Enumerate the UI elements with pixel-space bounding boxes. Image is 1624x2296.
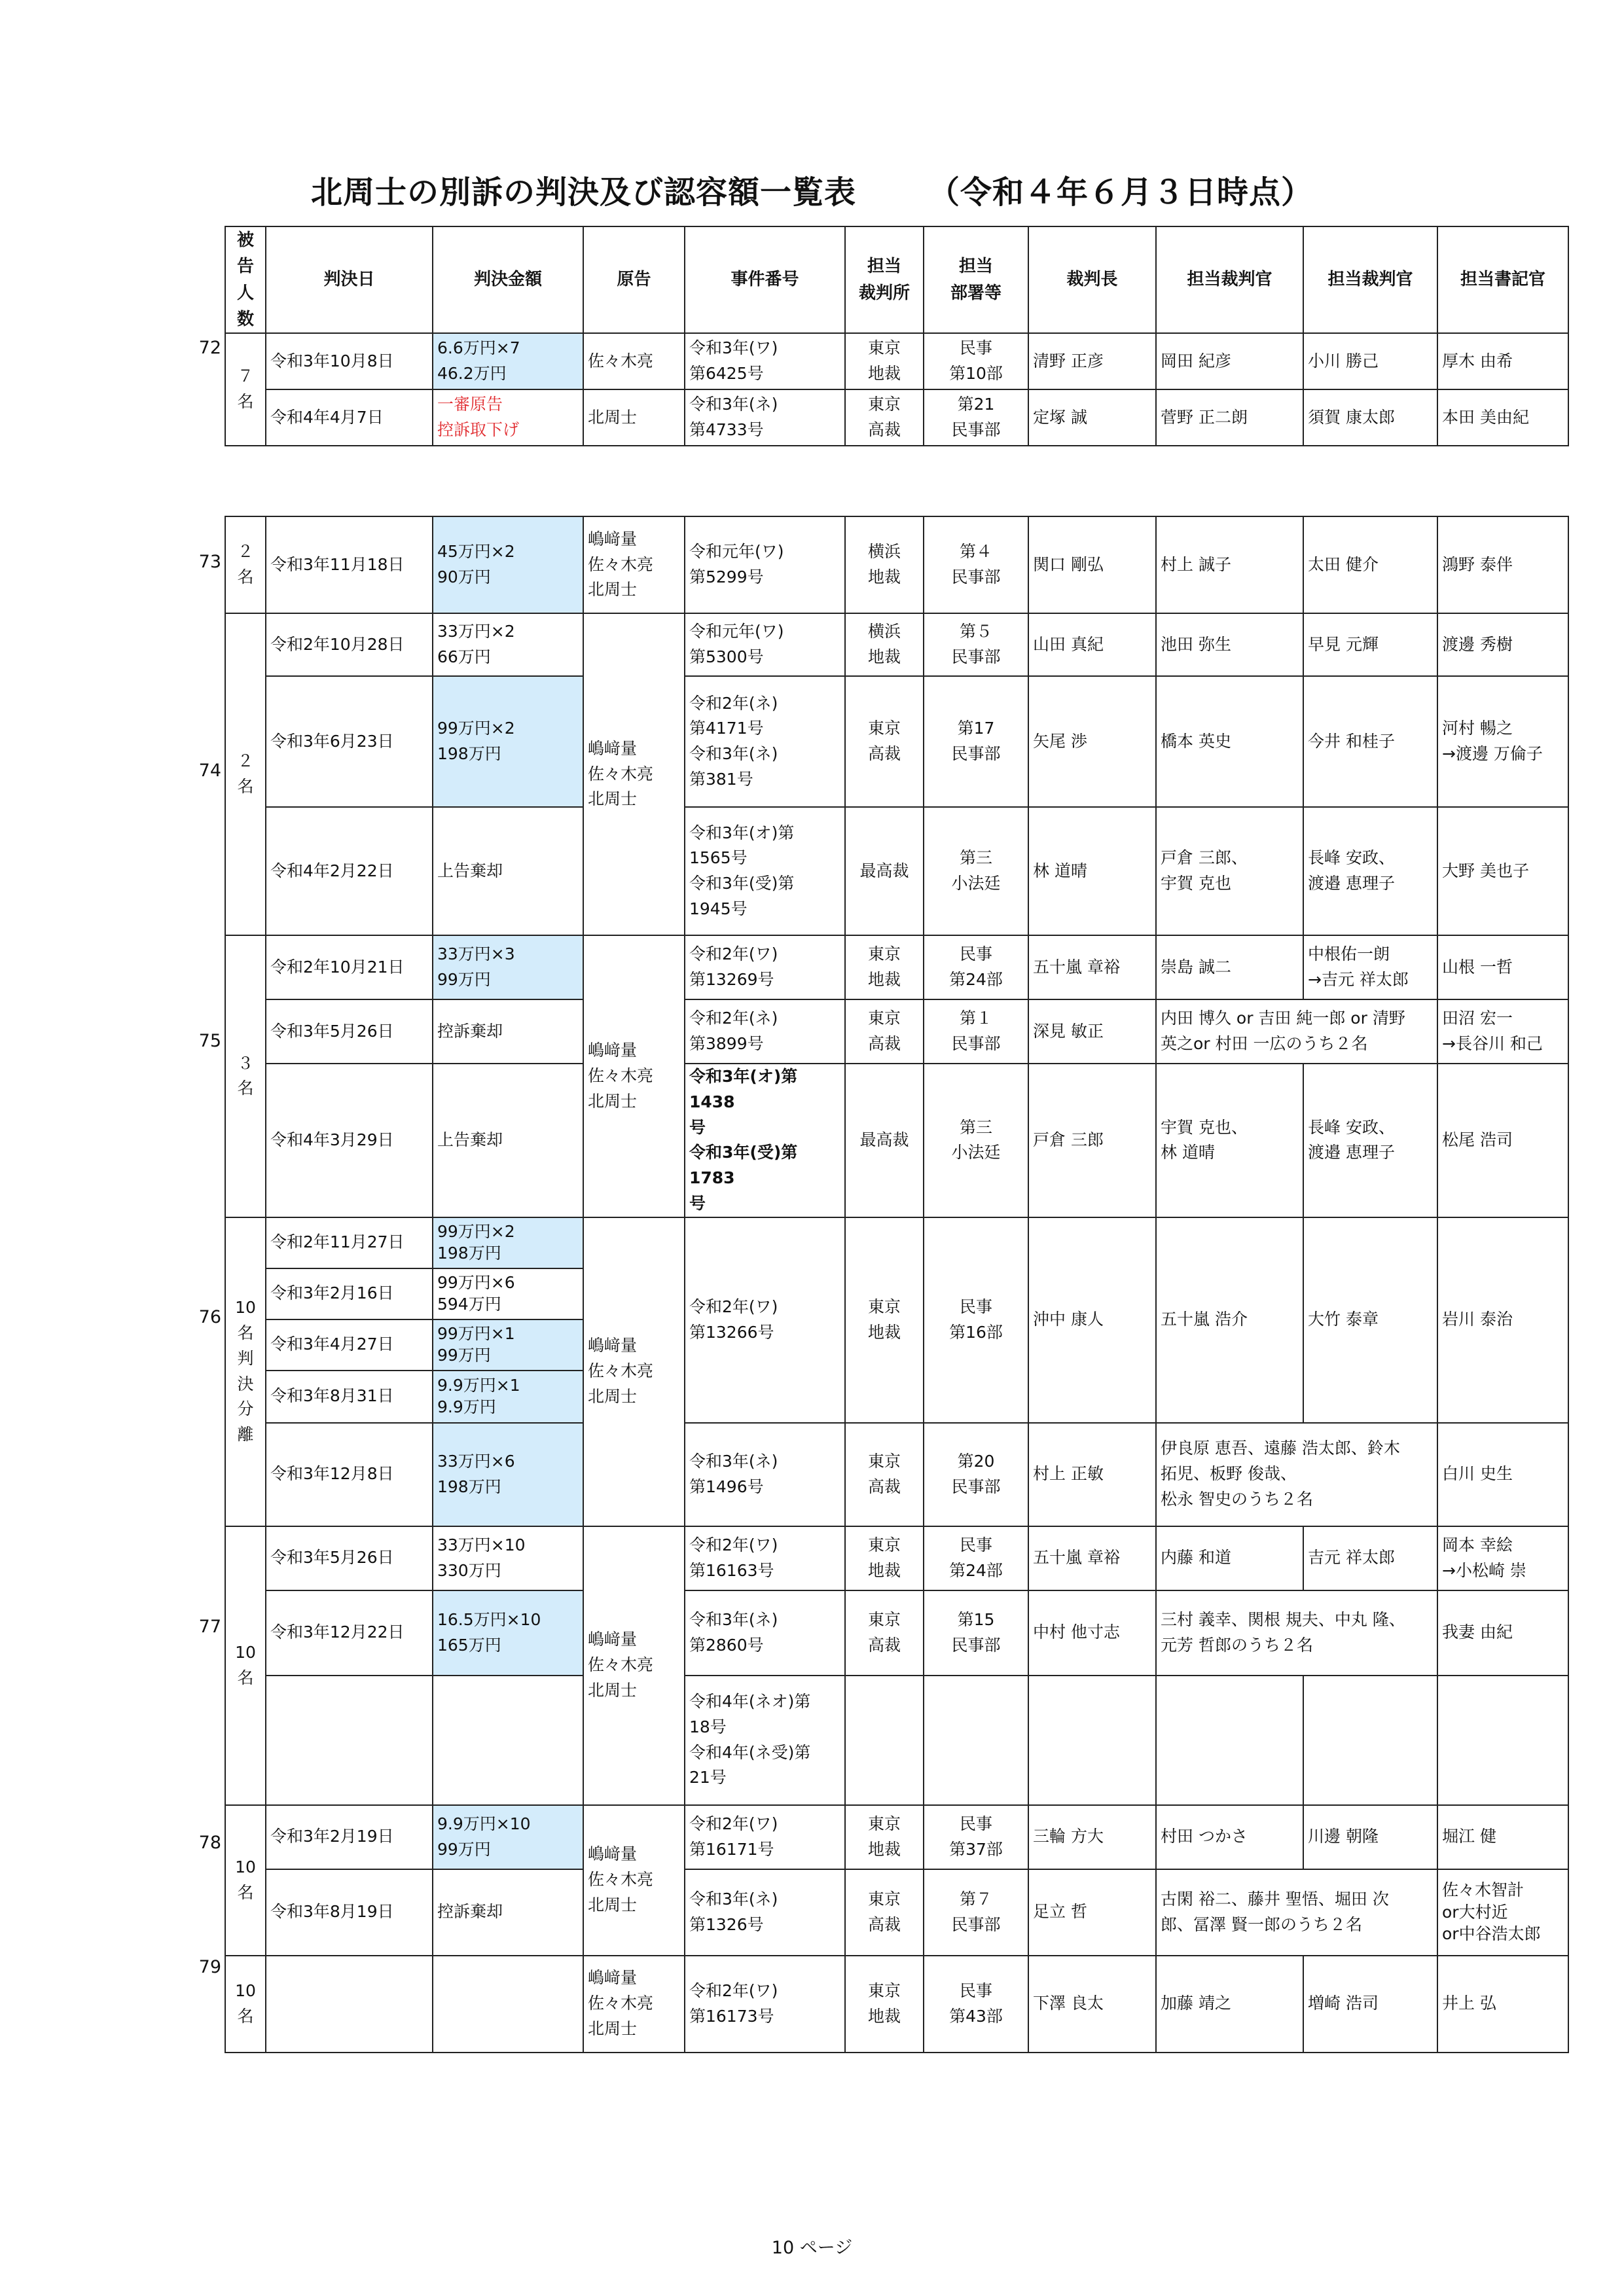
court: 最高裁 bbox=[845, 807, 924, 935]
page-title bbox=[0, 167, 1624, 212]
judges-combined: 伊良原 恵吾、遠藤 浩太郎、鈴木 拓児、板野 俊哉、 松永 智史のうち２名 bbox=[1156, 1423, 1437, 1526]
judgment-amount: 控訴棄却 bbox=[433, 999, 583, 1064]
judge-2: 太田 健介 bbox=[1303, 516, 1437, 613]
judge-1: 村上 誠子 bbox=[1156, 516, 1303, 613]
judgment-amount: 控訴棄却 bbox=[433, 1869, 583, 1956]
col-header-dept: 担当 部署等 bbox=[924, 226, 1028, 333]
court: 東京 地裁 bbox=[845, 1956, 924, 2053]
judgment-date: 令和2年11月27日 bbox=[266, 1217, 433, 1268]
clerk: 松尾 浩司 bbox=[1437, 1064, 1568, 1217]
case-number: 令和元年(ワ) 第5299号 bbox=[685, 516, 845, 613]
judge-1: 菅野 正二朗 bbox=[1156, 389, 1303, 446]
department: 民事 第16部 bbox=[924, 1217, 1028, 1423]
department: 民事 第24部 bbox=[924, 1526, 1028, 1590]
judge-1: 五十嵐 浩介 bbox=[1156, 1217, 1303, 1423]
plaintiff: 嶋﨑量 佐々木亮 北周士 bbox=[583, 516, 685, 613]
table-row bbox=[225, 676, 1568, 807]
chief-judge: 足立 哲 bbox=[1028, 1869, 1156, 1956]
plaintiff: 嶋﨑量 佐々木亮 北周士 bbox=[583, 613, 685, 935]
clerk: 渡邊 秀樹 bbox=[1437, 613, 1568, 676]
judgment-amount: 9.9万円×1 9.9万円 bbox=[433, 1371, 583, 1423]
chief-judge: 山田 真紀 bbox=[1028, 613, 1156, 676]
row-number: 73 bbox=[198, 552, 221, 572]
judgment-date: 令和2年10月28日 bbox=[266, 613, 433, 676]
judge-1: 宇賀 克也、 林 道晴 bbox=[1156, 1064, 1303, 1217]
table-row bbox=[225, 1064, 1568, 1217]
department: 第５ 民事部 bbox=[924, 613, 1028, 676]
table-row bbox=[225, 516, 1568, 613]
title-text: 北周士の別訴の判決及び認容額一覧表 bbox=[310, 174, 856, 211]
department: 第１ 民事部 bbox=[924, 999, 1028, 1064]
chief-judge: 村上 正敏 bbox=[1028, 1423, 1156, 1526]
judgment-date: 令和4年4月7日 bbox=[266, 389, 433, 446]
chief-judge: 清野 正彦 bbox=[1028, 333, 1156, 389]
department: 民事 第10部 bbox=[924, 333, 1028, 389]
row-number: 78 bbox=[198, 1833, 221, 1853]
judgment-date bbox=[266, 1676, 433, 1805]
chief-judge: 五十嵐 章裕 bbox=[1028, 935, 1156, 999]
judgment-amount: 33万円×10 330万円 bbox=[433, 1526, 583, 1590]
judge-2: 大竹 泰章 bbox=[1303, 1217, 1437, 1423]
judgment-date: 令和3年2月19日 bbox=[266, 1805, 433, 1869]
plaintiff: 北周士 bbox=[583, 389, 685, 446]
table-row bbox=[225, 935, 1568, 999]
case-number: 令和2年(ネ) 第4171号 令和3年(ネ) 第381号 bbox=[685, 676, 845, 807]
judgment-date: 令和3年4月27日 bbox=[266, 1319, 433, 1371]
chief-judge: 矢尾 渉 bbox=[1028, 676, 1156, 807]
case-number: 令和2年(ワ) 第13269号 bbox=[685, 935, 845, 999]
case-number: 令和2年(ワ) 第16171号 bbox=[685, 1805, 845, 1869]
chief-judge: 深見 敏正 bbox=[1028, 999, 1156, 1064]
judgment-amount: 6.6万円×7 46.2万円 bbox=[433, 333, 583, 389]
judge-1 bbox=[1156, 1676, 1303, 1805]
court: 東京 高裁 bbox=[845, 1590, 924, 1676]
case-number: 令和2年(ネ) 第3899号 bbox=[685, 999, 845, 1064]
judge-2: 長峰 安政、 渡邉 恵理子 bbox=[1303, 1064, 1437, 1217]
court: 横浜 地裁 bbox=[845, 613, 924, 676]
defendant-count: ２ 名 bbox=[225, 613, 266, 935]
plaintiff: 佐々木亮 bbox=[583, 333, 685, 389]
case-number: 令和3年(ネ) 第2860号 bbox=[685, 1590, 845, 1676]
defendant-count: 10 名 bbox=[225, 1526, 266, 1805]
clerk: 井上 弘 bbox=[1437, 1956, 1568, 2053]
judgment-amount: 99万円×2 198万円 bbox=[433, 676, 583, 807]
row-number: 77 bbox=[198, 1617, 221, 1637]
table-row bbox=[225, 1956, 1568, 2053]
case-number: 令和3年(オ)第1438 号 令和3年(受)第1783 号 bbox=[685, 1064, 845, 1217]
department: 民事 第43部 bbox=[924, 1956, 1028, 2053]
judgment-date: 令和3年5月26日 bbox=[266, 1526, 433, 1590]
col-header-amount: 判決金額 bbox=[433, 226, 583, 333]
department: 民事 第24部 bbox=[924, 935, 1028, 999]
chief-judge bbox=[1028, 1676, 1156, 1805]
clerk: 岡本 幸絵 →小松崎 崇 bbox=[1437, 1526, 1568, 1590]
judge-1: 池田 弥生 bbox=[1156, 613, 1303, 676]
defendant-count: 10 名 判 決 分 離 bbox=[225, 1217, 266, 1526]
chief-judge: 関口 剛弘 bbox=[1028, 516, 1156, 613]
row-number: 75 bbox=[198, 1031, 221, 1051]
defendant-count: 10 名 bbox=[225, 1805, 266, 1956]
judgment-amount bbox=[433, 1676, 583, 1805]
defendant-count: 10 名 bbox=[225, 1956, 266, 2053]
plaintiff: 嶋﨑量 佐々木亮 北周士 bbox=[583, 1217, 685, 1526]
clerk: 大野 美也子 bbox=[1437, 807, 1568, 935]
as-of-date: （令和４年６月３日時点） bbox=[928, 174, 1314, 211]
judgment-amount: 99万円×6 594万円 bbox=[433, 1268, 583, 1319]
col-header-case-no: 事件番号 bbox=[685, 226, 845, 333]
col-header-clerk: 担当書記官 bbox=[1437, 226, 1568, 333]
judgment-date: 令和4年3月29日 bbox=[266, 1064, 433, 1217]
case-number: 令和3年(ネ) 第4733号 bbox=[685, 389, 845, 446]
plaintiff: 嶋﨑量 佐々木亮 北周士 bbox=[583, 1956, 685, 2053]
chief-judge: 五十嵐 章裕 bbox=[1028, 1526, 1156, 1590]
judgment-date: 令和3年11月18日 bbox=[266, 516, 433, 613]
judgment-date: 令和3年8月19日 bbox=[266, 1869, 433, 1956]
judgment-amount: 上告棄却 bbox=[433, 1064, 583, 1217]
judge-2: 中根佑一朗 →吉元 祥太郎 bbox=[1303, 935, 1437, 999]
case-number: 令和3年(ネ) 第1326号 bbox=[685, 1869, 845, 1956]
judgment-amount bbox=[433, 1956, 583, 2053]
judge-2: 早見 元輝 bbox=[1303, 613, 1437, 676]
department: 第７ 民事部 bbox=[924, 1869, 1028, 1956]
chief-judge: 中村 他寸志 bbox=[1028, 1590, 1156, 1676]
clerk: 岩川 泰治 bbox=[1437, 1217, 1568, 1423]
judge-2: 今井 和桂子 bbox=[1303, 676, 1437, 807]
table-row bbox=[225, 999, 1568, 1064]
court: 東京 高裁 bbox=[845, 389, 924, 446]
judgment-date: 令和3年6月23日 bbox=[266, 676, 433, 807]
judgment-date: 令和2年10月21日 bbox=[266, 935, 433, 999]
col-header-judge-1: 担当裁判官 bbox=[1156, 226, 1303, 333]
table-row bbox=[225, 613, 1568, 676]
department bbox=[924, 1676, 1028, 1805]
department: 第20 民事部 bbox=[924, 1423, 1028, 1526]
clerk: 堀江 健 bbox=[1437, 1805, 1568, 1869]
clerk: 佐々木智計 or大村近 or中谷浩太郎 bbox=[1437, 1869, 1568, 1956]
clerk: 山根 一哲 bbox=[1437, 935, 1568, 999]
judge-2: 川邊 朝隆 bbox=[1303, 1805, 1437, 1869]
chief-judge: 沖中 康人 bbox=[1028, 1217, 1156, 1423]
case-number: 令和2年(ワ) 第13266号 bbox=[685, 1217, 845, 1423]
court: 東京 高裁 bbox=[845, 999, 924, 1064]
judgment-amount: 99万円×1 99万円 bbox=[433, 1319, 583, 1371]
case-number: 令和3年(ネ) 第1496号 bbox=[685, 1423, 845, 1526]
plaintiff: 嶋﨑量 佐々木亮 北周士 bbox=[583, 1526, 685, 1805]
table-row bbox=[225, 1423, 1568, 1526]
judge-1: 戸倉 三郎、 宇賀 克也 bbox=[1156, 807, 1303, 935]
case-number: 令和元年(ワ) 第5300号 bbox=[685, 613, 845, 676]
judge-2: 須賀 康太郎 bbox=[1303, 389, 1437, 446]
department: 第三 小法廷 bbox=[924, 807, 1028, 935]
judgment-table-1 bbox=[225, 226, 1569, 446]
col-header-judge-2: 担当裁判官 bbox=[1303, 226, 1437, 333]
case-number: 令和2年(ワ) 第16173号 bbox=[685, 1956, 845, 2053]
judge-1: 加藤 靖之 bbox=[1156, 1956, 1303, 2053]
table-row bbox=[225, 1869, 1568, 1956]
department: 民事 第37部 bbox=[924, 1805, 1028, 1869]
table-row bbox=[225, 333, 1568, 389]
page-number: 10 ページ bbox=[771, 2238, 853, 2258]
court: 最高裁 bbox=[845, 1064, 924, 1217]
chief-judge: 林 道晴 bbox=[1028, 807, 1156, 935]
judge-2: 小川 勝己 bbox=[1303, 333, 1437, 389]
judge-2: 長峰 安政、 渡邉 恵理子 bbox=[1303, 807, 1437, 935]
judgment-table-2 bbox=[225, 516, 1569, 2053]
judge-1: 崇島 誠二 bbox=[1156, 935, 1303, 999]
row-number: 74 bbox=[198, 761, 221, 781]
judgment-amount: 一審原告 控訴取下げ bbox=[433, 389, 583, 446]
case-number: 令和2年(ワ) 第16163号 bbox=[685, 1526, 845, 1590]
defendant-count: ３ 名 bbox=[225, 935, 266, 1217]
judge-1: 内藤 和道 bbox=[1156, 1526, 1303, 1590]
case-number: 令和3年(オ)第 1565号 令和3年(受)第 1945号 bbox=[685, 807, 845, 935]
table-row bbox=[225, 389, 1568, 446]
court: 東京 高裁 bbox=[845, 1869, 924, 1956]
judge-1: 岡田 紀彦 bbox=[1156, 333, 1303, 389]
row-number: 76 bbox=[198, 1307, 221, 1327]
court: 東京 地裁 bbox=[845, 333, 924, 389]
judge-2: 増崎 浩司 bbox=[1303, 1956, 1437, 2053]
table-row bbox=[225, 1805, 1568, 1869]
judges-combined: 古閑 裕二、藤井 聖悟、堀田 次 郎、冨澤 賢一郎のうち２名 bbox=[1156, 1869, 1437, 1956]
col-header-date: 判決日 bbox=[266, 226, 433, 333]
clerk: 厚木 由希 bbox=[1437, 333, 1568, 389]
col-header-court: 担当 裁判所 bbox=[845, 226, 924, 333]
clerk: 白川 史生 bbox=[1437, 1423, 1568, 1526]
judge-2 bbox=[1303, 1676, 1437, 1805]
judge-1: 村田 つかさ bbox=[1156, 1805, 1303, 1869]
judgment-amount: 9.9万円×10 99万円 bbox=[433, 1805, 583, 1869]
row-number: 72 bbox=[198, 338, 221, 358]
department: 第15 民事部 bbox=[924, 1590, 1028, 1676]
court: 東京 地裁 bbox=[845, 1805, 924, 1869]
clerk: 鴻野 泰伴 bbox=[1437, 516, 1568, 613]
department: 第21 民事部 bbox=[924, 389, 1028, 446]
plaintiff: 嶋﨑量 佐々木亮 北周士 bbox=[583, 935, 685, 1217]
clerk: 田沼 宏一 →長谷川 和己 bbox=[1437, 999, 1568, 1064]
chief-judge: 定塚 誠 bbox=[1028, 389, 1156, 446]
table-row bbox=[225, 1590, 1568, 1676]
court bbox=[845, 1676, 924, 1805]
judgment-amount: 16.5万円×10 165万円 bbox=[433, 1590, 583, 1676]
table-row bbox=[225, 1676, 1568, 1805]
court: 東京 地裁 bbox=[845, 935, 924, 999]
table-row bbox=[225, 1526, 1568, 1590]
plaintiff: 嶋﨑量 佐々木亮 北周士 bbox=[583, 1805, 685, 1956]
judgment-amount: 33万円×2 66万円 bbox=[433, 613, 583, 676]
judgment-date: 令和3年12月8日 bbox=[266, 1423, 433, 1526]
judgment-date: 令和3年5月26日 bbox=[266, 999, 433, 1064]
judgment-amount: 33万円×3 99万円 bbox=[433, 935, 583, 999]
judges-combined: 内田 博久 or 吉田 純一郎 or 清野 英之or 村田 一広のうち２名 bbox=[1156, 999, 1437, 1064]
defendant-count: ７ 名 bbox=[225, 333, 266, 446]
clerk: 我妻 由紀 bbox=[1437, 1590, 1568, 1676]
defendant-count: ２ 名 bbox=[225, 516, 266, 613]
judgment-date: 令和3年8月31日 bbox=[266, 1371, 433, 1423]
judgment-date bbox=[266, 1956, 433, 2053]
judgment-amount: 33万円×6 198万円 bbox=[433, 1423, 583, 1526]
department: 第４ 民事部 bbox=[924, 516, 1028, 613]
judgment-amount: 上告棄却 bbox=[433, 807, 583, 935]
col-header-defendants: 被告 人数 bbox=[225, 226, 266, 333]
chief-judge: 三輪 方大 bbox=[1028, 1805, 1156, 1869]
judge-1: 橋本 英史 bbox=[1156, 676, 1303, 807]
department: 第三 小法廷 bbox=[924, 1064, 1028, 1217]
court: 東京 高裁 bbox=[845, 1423, 924, 1526]
judgment-date: 令和3年12月22日 bbox=[266, 1590, 433, 1676]
chief-judge: 戸倉 三郎 bbox=[1028, 1064, 1156, 1217]
judgment-amount: 45万円×2 90万円 bbox=[433, 516, 583, 613]
clerk: 本田 美由紀 bbox=[1437, 389, 1568, 446]
court: 東京 地裁 bbox=[845, 1526, 924, 1590]
table-row bbox=[225, 1217, 1568, 1268]
row-number: 79 bbox=[198, 1957, 221, 1977]
header-row bbox=[225, 226, 1568, 333]
judge-2: 吉元 祥太郎 bbox=[1303, 1526, 1437, 1590]
clerk bbox=[1437, 1676, 1568, 1805]
col-header-plaintiff: 原告 bbox=[583, 226, 685, 333]
judgment-date: 令和3年2月16日 bbox=[266, 1268, 433, 1319]
court: 東京 地裁 bbox=[845, 1217, 924, 1423]
judgment-amount: 99万円×2 198万円 bbox=[433, 1217, 583, 1268]
chief-judge: 下澤 良太 bbox=[1028, 1956, 1156, 2053]
case-number: 令和4年(ネオ)第 18号 令和4年(ネ受)第 21号 bbox=[685, 1676, 845, 1805]
case-number: 令和3年(ワ) 第6425号 bbox=[685, 333, 845, 389]
judges-combined: 三村 義幸、関根 規夫、中丸 隆、 元芳 哲郎のうち２名 bbox=[1156, 1590, 1437, 1676]
clerk: 河村 暢之 →渡邊 万倫子 bbox=[1437, 676, 1568, 807]
judgment-date: 令和3年10月8日 bbox=[266, 333, 433, 389]
court: 横浜 地裁 bbox=[845, 516, 924, 613]
judgment-date: 令和4年2月22日 bbox=[266, 807, 433, 935]
col-header-chief-judge: 裁判長 bbox=[1028, 226, 1156, 333]
court: 東京 高裁 bbox=[845, 676, 924, 807]
department: 第17 民事部 bbox=[924, 676, 1028, 807]
table-row bbox=[225, 807, 1568, 935]
